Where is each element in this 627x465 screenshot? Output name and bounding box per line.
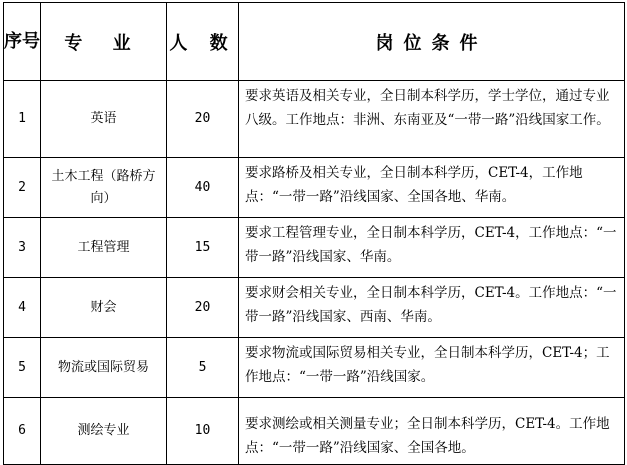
row-major: 土木工程（路桥方向） <box>41 158 167 218</box>
row-seq: 6 <box>4 398 41 465</box>
table-row <box>4 158 625 218</box>
row-count: 15 <box>167 218 239 278</box>
row-conditions: 要求测绘或相关测量专业；全日制本科学历，CET-4。工作地点：“一带一路”沿线国家、全国各地。 <box>239 398 625 465</box>
row-count: 5 <box>167 338 239 398</box>
row-seq: 1 <box>4 81 41 158</box>
row-conditions: 要求物流或国际贸易相关专业，全日制本科学历，CET-4；工作地点：“一带一路”沿线国家。 <box>239 338 625 398</box>
header-major: 专 业 <box>41 3 167 81</box>
header-count: 人 数 <box>167 3 239 81</box>
row-count: 20 <box>167 278 239 338</box>
row-conditions: 要求路桥及相关专业，全日制本科学历，CET-4，工作地点：“一带一路”沿线国家、全国各地、华南。 <box>239 158 625 218</box>
header-seq: 序号 <box>4 3 41 81</box>
job-requirements-table <box>3 2 625 465</box>
table-row <box>4 278 625 338</box>
row-conditions: 要求英语及相关专业，全日制本科学历，学士学位，通过专业八级。工作地点：非洲、东南亚及“一带一路”沿线国家工作。 <box>239 81 625 158</box>
row-count: 40 <box>167 158 239 218</box>
row-major: 物流或国际贸易 <box>41 338 167 398</box>
row-count: 20 <box>167 81 239 158</box>
row-major: 测绘专业 <box>41 398 167 465</box>
table-header-row <box>4 3 625 81</box>
header-conditions: 岗位条件 <box>239 3 625 81</box>
table-row <box>4 398 625 465</box>
row-major: 工程管理 <box>41 218 167 278</box>
table-row <box>4 81 625 158</box>
row-seq: 4 <box>4 278 41 338</box>
table-row <box>4 338 625 398</box>
row-conditions: 要求工程管理专业，全日制本科学历，CET-4，工作地点：“一带一路”沿线国家、华南。 <box>239 218 625 278</box>
row-conditions: 要求财会相关专业，全日制本科学历，CET-4。工作地点：“一带一路”沿线国家、西南、华南。 <box>239 278 625 338</box>
row-seq: 3 <box>4 218 41 278</box>
row-seq: 5 <box>4 338 41 398</box>
row-major: 财会 <box>41 278 167 338</box>
row-major: 英语 <box>41 81 167 158</box>
table-row <box>4 218 625 278</box>
row-seq: 2 <box>4 158 41 218</box>
row-count: 10 <box>167 398 239 465</box>
